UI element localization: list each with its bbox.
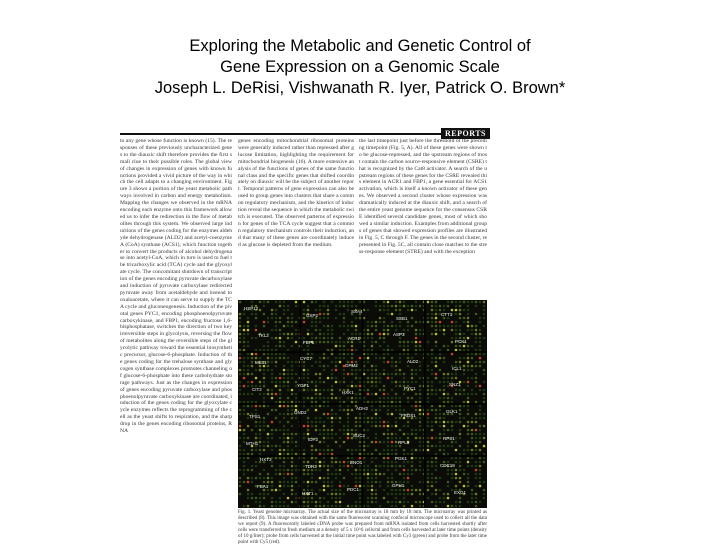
gene-label: GSP2	[306, 313, 319, 318]
gene-label: GPH1	[392, 483, 405, 488]
gene-label: PCK1	[455, 339, 467, 344]
gene-label: HSP12	[244, 306, 259, 311]
gene-label: EXG1	[454, 490, 467, 495]
reports-section-tag: REPORTS	[441, 128, 490, 139]
title-line-2: Gene Expression on a Genomic Scale	[220, 58, 500, 76]
slide-title	[0, 36, 720, 99]
gene-label: ACR1	[348, 336, 361, 341]
authors-line: Joseph L. DeRisi, Vishwanath R. Iyer, Patrick O. Brown*	[154, 79, 566, 97]
gene-label: MLS1	[255, 360, 267, 365]
gene-label: CTT1	[441, 312, 453, 317]
gene-label: HXT3	[260, 457, 272, 462]
microarray-figure	[238, 300, 487, 508]
gene-label: TKL2	[258, 333, 269, 338]
gene-label: GPM2	[345, 363, 358, 368]
paper-column-2: genes encoding mitochondrial ribosomal proteins were generally induced rather than repressed after glucose limitation, highlighting the requirement for mitochondrial biogenesis (16). A more extensive analysis of the functions of genes of the same functional class and the specific genes that shifted coordinately on diauxic will be the subject of another report. Temporal patterns of gene expression can also be used to group genes into clusters that share a common regulatory mechanism, and the kinetics of induction reveal the sequence in which the metabolic switch is executed. The observed patterns of expression for genes of the TCA cycle suggest that a common regulatory mechanism controls their induction, and that many of these genes are coordinately induced as glucose is depleted from the medium.	[238, 138, 355, 248]
gene-label: SSA4	[351, 309, 363, 314]
gene-label: PGK1	[395, 456, 408, 461]
paper-column-3: the last timepoint just before the threshold of the preceding timepoint (Fig. 5, A). All of these genes were shown to be glucose-repressed, and the upstream regions of most contain the carbon source-responsive element (CSRE) that is recognized by the Cat8 activator. A search of the upstream regions of these genes for the CSRE revealed this element in ACR1 and FBP1, a gene essential for ACS1 activation, which is itself a known activator of these genes. We observed a second cluster whose expression was dramatically induced at the diauxic shift, and a search of the entire yeast genome sequence for the consensus CSRE identified several candidate genes, most of which showed a similar induction. Examples from additional groups of genes that showed expression profiles are illustrated in Fig. 5, C through F. The genes in the second cluster, represented in Fig. 5C, all contain close matches to the stress-response element (STRE) and with the exception	[359, 138, 488, 255]
gene-label: FBP1	[303, 340, 315, 345]
gene-label: HXT1	[302, 491, 314, 496]
gene-label: HXK1	[342, 390, 354, 395]
gene-label: YGP1	[297, 383, 310, 388]
gene-label: MTH1	[246, 441, 259, 446]
gene-label: GLK1	[446, 409, 458, 414]
gene-label: TDH3	[305, 464, 317, 469]
gene-label: PYC1	[404, 386, 416, 391]
gene-label: ENO1	[350, 460, 363, 465]
gene-label: ADH2	[356, 406, 369, 411]
gene-label: PDC1	[347, 487, 360, 492]
gene-label: RPL3	[398, 440, 410, 445]
gene-label: ALD2	[407, 359, 419, 364]
gene-label: SSB1	[396, 316, 408, 321]
gene-label: ASP3	[393, 332, 405, 337]
paper-column-1: to any gene whose function is known (15). The responses of these previously uncharacterized genes to the diauxic shift therefore provides the first small clue to their possible roles. The global view of changes in expression of genes with known functions provided a vivid picture of the way in which the cell adapts to a changing environment. Figure 3 shows a portion of the yeast metabolic pathways involved in carbon and energy metabolism. Mapping the changes we observed in the mRNA encoding each enzyme onto this framework allowed us to infer the redirection in the flow of metabolites through this system. We observed large inductions of the genes coding for the enzymes aldehyde dehydrogenase (ALD2) and acetyl-coenzyme A (CoA) synthase (ACS1), which function together to convert the products of alcohol dehydrogenase into acetyl-CoA, which in turn is used to fuel the tricarboxylic acid (TCA) cycle and the glyoxylate cycle. The concomitant shutdown of transcription of the genes encoding pyruvate decarboxylase and induction of pyruvate carboxylase redirected pyruvate away from acetaldehyde and instead to oxaloacetate, where it can serve to supply the TCA cycle and gluconeogenesis. Induction of the pivotal genes PYC1, encoding phosphoenolpyruvate carboxykinase, and FBP1, encoding fructose 1,6-bisphosphatase, switches the direction of two key irreversible steps in glycolysis, reversing the flow of metabolites along the reversible steps of the glycolytic pathway toward the essential biosynthetic precursor, glucose-6-phosphate. Induction of the genes coding for the trehalose synthase and glycogen synthase complexes promotes channeling of glucose-6-phosphate into these carbohydrate storage pathways. Just as the changes in expression of genes encoding pyruvate carboxylase and phosphoenolpyruvate carboxykinase are coordinated, induction of the genes coding for the glyoxylate cycle enzymes reflects the reprogramming of the cell as the yeast shifts to respiration, and the sharp drop in the genes encoding ribosomal proteins, RNA	[120, 138, 232, 435]
title-line-1: Exploring the Metabolic and Genetic Control of	[189, 37, 531, 55]
gene-label: SNZ1	[449, 382, 461, 387]
gene-label: GND2	[294, 410, 307, 415]
header-rule	[120, 133, 450, 135]
gene-label: FRDS1	[401, 413, 416, 418]
figure-caption: Fig. 1. Yeast genome microarray. The actual size of the microarray is 18 mm by 18 mm. The microarray was printed as described (8). This image was obtained with the same fluorescent scanning confocal microscope used to collect all the data we report (9). A fluorescently labeled cDNA probe was prepared from mRNA isolated from cells harvested shortly after cells were transferred to fresh medium at a density of 5 x 10^6 cells/ml and from cells harvested at later time points (density of 10 g/liter); probe from cells harvested at the initial time point was labeled with Cy3 (green) and probe from the later time point with Cy5 (red).	[238, 510, 487, 545]
gene-label: TPS1	[249, 414, 261, 419]
gene-label: RPS1	[443, 436, 455, 441]
gene-label: CIT2	[252, 387, 262, 392]
paper-page-image	[118, 128, 490, 545]
gene-label: FBA1	[257, 484, 269, 489]
gene-label: ICL1	[452, 366, 462, 371]
gene-label: CDC19	[440, 463, 455, 468]
gene-label: SUC2	[353, 433, 366, 438]
microarray-spots	[238, 300, 487, 508]
gene-label: CYC7	[300, 356, 313, 361]
gene-label: IDP2	[308, 437, 319, 442]
